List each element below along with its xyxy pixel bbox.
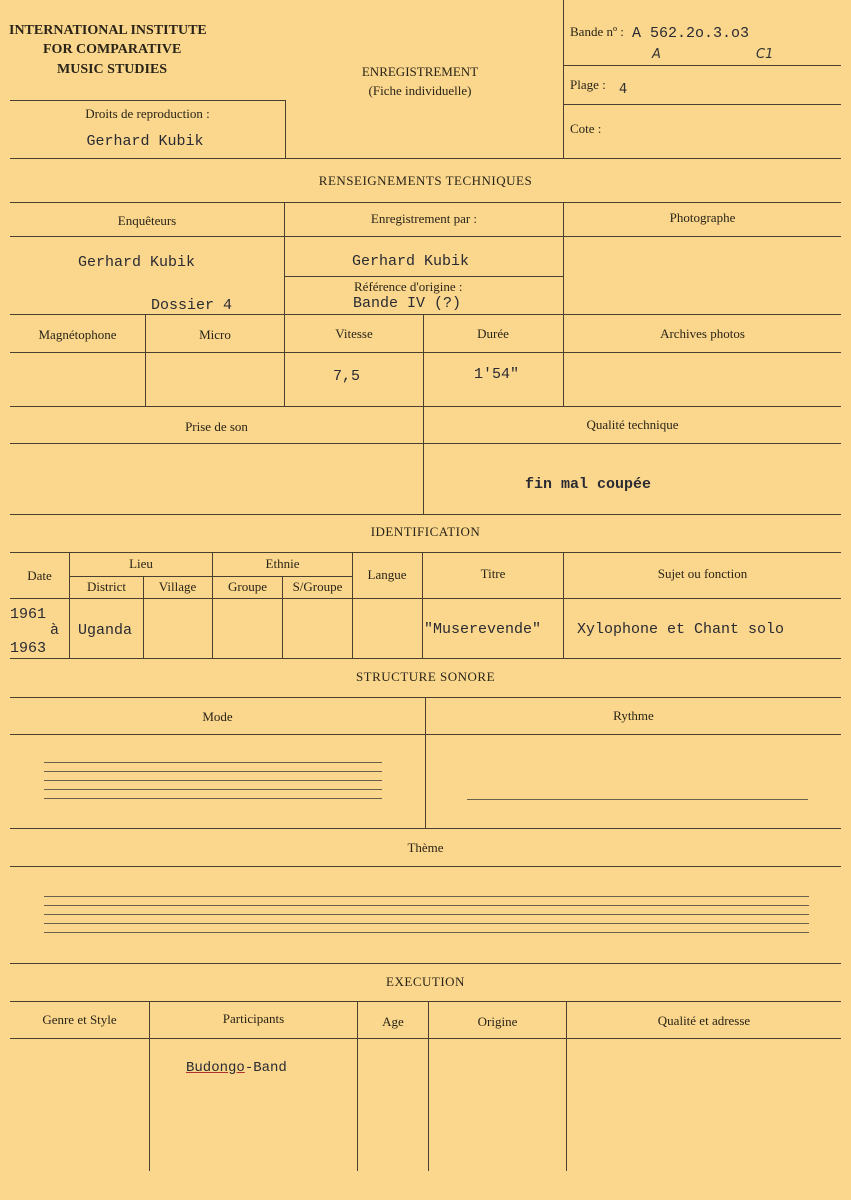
participants-label: Participants [222, 1011, 285, 1026]
micro-label: Micro [199, 327, 231, 342]
reference-value: Bande IV (?) [353, 295, 462, 312]
vitesse-label: Vitesse [335, 326, 373, 341]
bande-value: A 562.2o.3.o3 [632, 25, 750, 42]
prise-label: Prise de son [185, 419, 248, 434]
section-structure: STRUCTURE SONORE [355, 669, 496, 684]
date-end: 1963 [10, 640, 47, 657]
lieu-label: Lieu [129, 556, 153, 571]
vitesse-value: 7,5 [333, 368, 361, 385]
bande-handwritten-c1: C1 [756, 47, 774, 62]
district-label: District [87, 579, 126, 594]
section-identification: IDENTIFICATION [370, 524, 481, 539]
duree-label: Durée [477, 326, 509, 341]
archives-label: Archives photos [660, 326, 745, 341]
cote-label: Cote : [570, 121, 602, 136]
institute-line-1: INTERNATIONAL INSTITUTE [9, 23, 207, 38]
duree-value: 1'54" [474, 366, 520, 383]
mode-label: Mode [202, 709, 233, 724]
droits-value: Gerhard Kubik [86, 133, 204, 150]
sgroupe-label: S/Groupe [292, 579, 343, 594]
plage-value: 4 [619, 82, 628, 97]
sujet-value: Xylophone et Chant solo [577, 621, 785, 638]
date-a: à [50, 622, 60, 639]
origine-label: Origine [477, 1014, 518, 1029]
date-start: 1961 [10, 606, 47, 623]
section-execution: EXECUTION [386, 974, 465, 989]
rythme-label: Rythme [613, 708, 654, 723]
qualite-technique-value: fin mal coupée [525, 476, 652, 493]
institute-line-3: MUSIC STUDIES [57, 62, 168, 77]
participant-entry [186, 1060, 287, 1076]
enqueteurs-label: Enquêteurs [117, 213, 177, 228]
village-label: Village [158, 579, 197, 594]
bande-handwritten-a: A [652, 47, 661, 62]
participant-suffix: -Band [244, 1060, 287, 1076]
district-value: Uganda [78, 622, 133, 639]
ethnie-label: Ethnie [265, 556, 300, 571]
enregistrement-par-label: Enregistrement par : [370, 211, 478, 226]
form-title: ENREGISTREMENT [361, 64, 479, 79]
qualite-adresse-label: Qualité et adresse [657, 1013, 751, 1028]
age-label: Age [382, 1014, 404, 1029]
section-renseignements: RENSEIGNEMENTS TECHNIQUES [318, 173, 533, 188]
participant-underlined: Budongo [186, 1060, 245, 1076]
sujet-label: Sujet ou fonction [657, 566, 748, 581]
photographe-label: Photographe [669, 210, 736, 225]
titre-value: "Muserevende" [424, 621, 542, 638]
qualite-technique-label: Qualité technique [586, 417, 679, 432]
reference-label: Référence d'origine : [354, 279, 463, 294]
theme-label: Thème [407, 840, 444, 855]
institute-line-2: FOR COMPARATIVE [43, 42, 182, 57]
dossier-value: Dossier 4 [151, 297, 233, 314]
langue-label: Langue [367, 567, 407, 582]
groupe-label: Groupe [228, 579, 267, 594]
bande-label: Bande nº : [570, 24, 624, 39]
enqueteurs-value: Gerhard Kubik [78, 254, 196, 271]
genre-label: Genre et Style [42, 1012, 117, 1027]
date-label: Date [27, 568, 52, 583]
form-subtitle: (Fiche individuelle) [368, 83, 472, 98]
plage-label: Plage : [570, 77, 606, 92]
enregistrement-par-value: Gerhard Kubik [352, 253, 470, 270]
droits-label: Droits de reproduction : [85, 106, 210, 121]
titre-label: Titre [480, 566, 506, 581]
magnetophone-label: Magnétophone [38, 327, 117, 342]
